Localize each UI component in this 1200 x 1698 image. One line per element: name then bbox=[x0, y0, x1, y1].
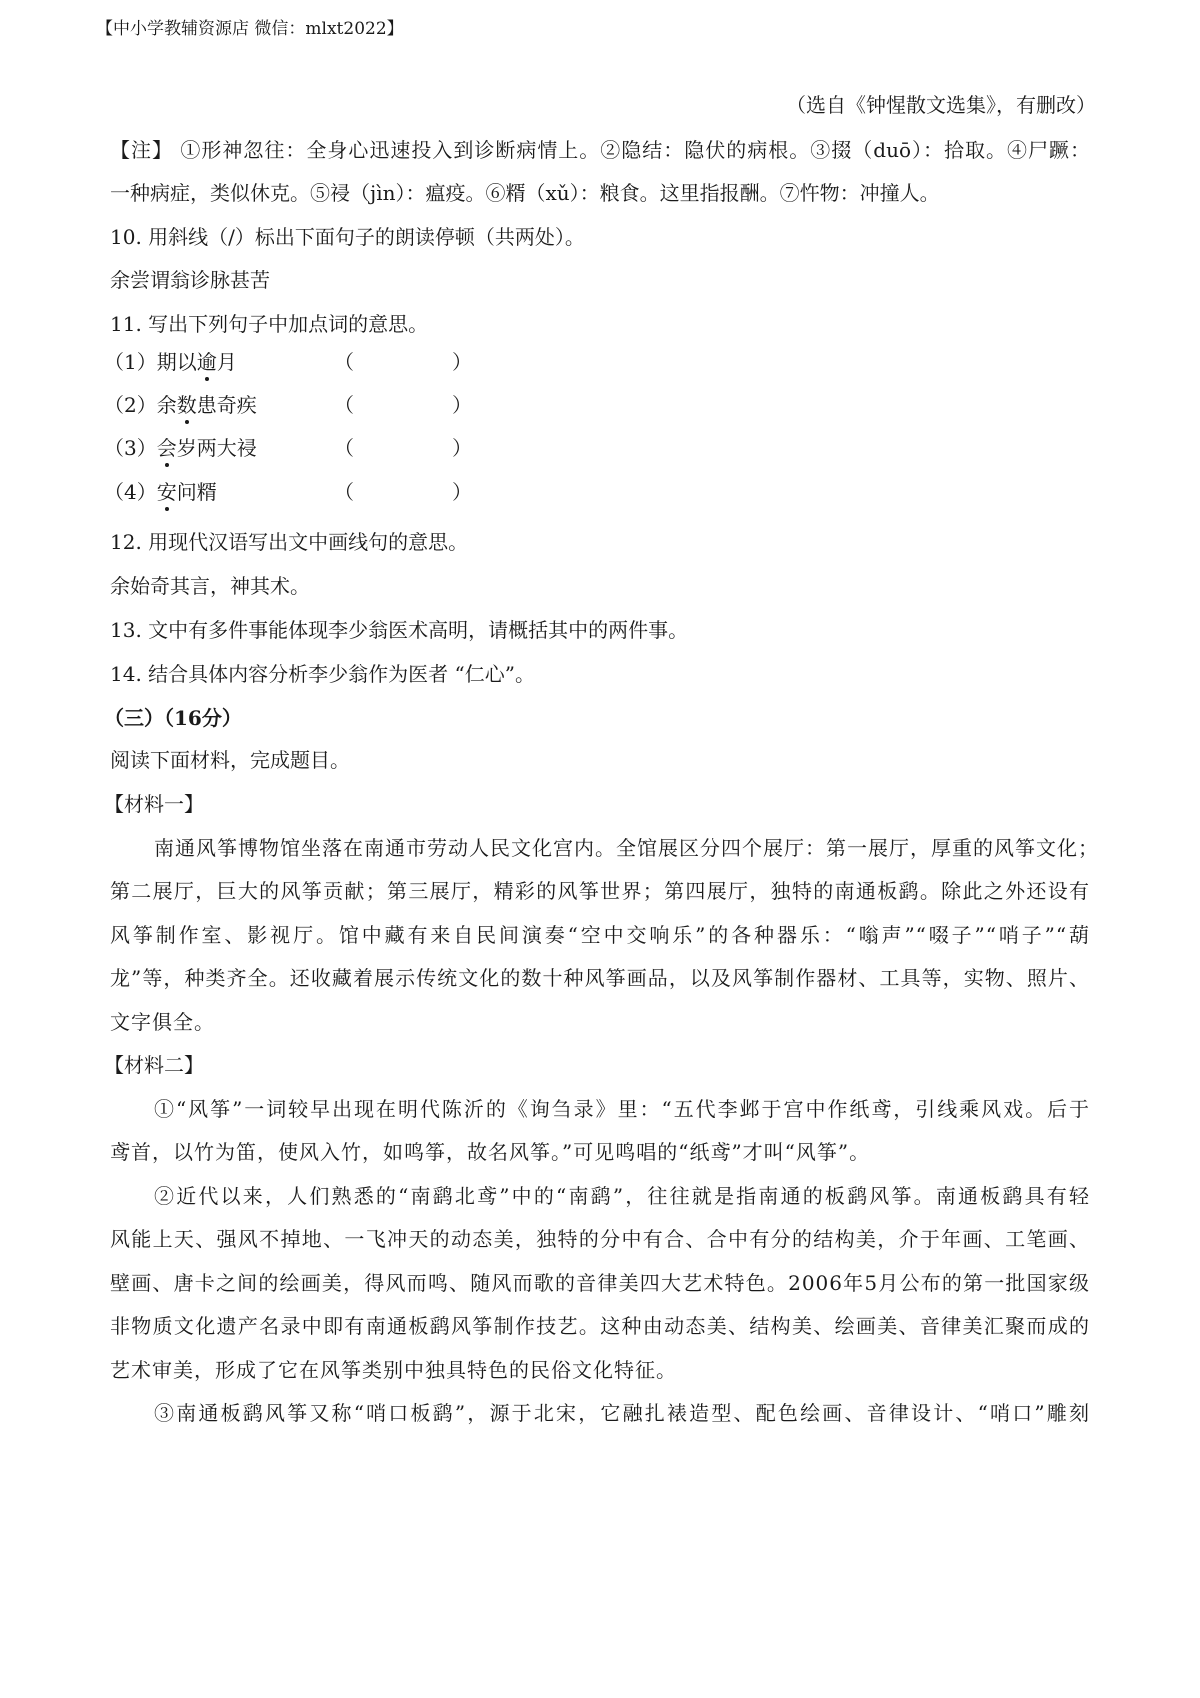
dotted-word: 会 bbox=[157, 433, 177, 463]
material-2-line: 鸢首，以竹为笛，使风入竹，如鸣筝，故名风筝。”可见鸣唱的“纸鸢”才叫“风筝”。 bbox=[110, 1140, 871, 1164]
q11-item-num: （1） bbox=[104, 350, 157, 374]
answer-blank-close: ） bbox=[452, 480, 472, 504]
material-2-line: 艺术审美，形成了它在风筝类别中独具特色的民俗文化特征。 bbox=[110, 1358, 677, 1382]
dotted-word: 安 bbox=[157, 477, 177, 507]
material-2-line: ③南通板鹞风筝又称“哨口板鹞”，源于北宋，它融扎裱造型、配色绘画、音律设计、“哨口”雕刻 bbox=[154, 1401, 1090, 1425]
answer-blank-close: ） bbox=[452, 436, 472, 460]
page-header: 【中小学教辅资源店 微信：mlxt2022】 bbox=[96, 19, 404, 39]
section-3-title: （三）（16分） bbox=[104, 706, 242, 730]
question-12: 12. 用现代汉语写出文中画线句的意思。 bbox=[110, 530, 469, 554]
material-1-line: 南通风筝博物馆坐落在南通市劳动人民文化宫内。全馆展区分四个展厅：第一展厅，厚重的风筝文化； bbox=[154, 836, 1099, 860]
note-line-1: 【注】 ①形神忽往：全身心迅速投入到诊断病情上。②隐结：隐伏的病根。③掇（duō）：拾取。④尸蹶： bbox=[110, 138, 1090, 162]
section-3-instruction: 阅读下面材料，完成题目。 bbox=[110, 748, 350, 772]
question-11: 11. 写出下列句子中加点词的意思。 bbox=[110, 312, 429, 336]
material-1-label: 【材料一】 bbox=[104, 792, 204, 816]
answer-blank-open: （ bbox=[334, 393, 354, 417]
question-10: 10. 用斜线（/）标出下面句子的朗读停顿（共两处）。 bbox=[110, 225, 585, 249]
material-2-line: 非物质文化遗产名录中即有南通板鹞风筝制作技艺。这种由动态美、结构美、绘画美、音律美汇聚而成的 bbox=[110, 1314, 1090, 1338]
material-2-line: ②近代以来，人们熟悉的“南鹞北鸢”中的“南鹞”，往往就是指南通的板鹞风筝。南通板鹞具有轻 bbox=[154, 1184, 1090, 1208]
dotted-word: 逾 bbox=[197, 347, 217, 377]
answer-blank-open: （ bbox=[334, 480, 354, 504]
material-1-line: 文字俱全。 bbox=[110, 1010, 215, 1034]
question-13: 13. 文中有多件事能体现李少翁医术高明，请概括其中的两件事。 bbox=[110, 618, 689, 642]
material-2-label: 【材料二】 bbox=[104, 1053, 204, 1077]
material-2-line: 风能上天、强风不掉地、一飞冲天的动态美，独特的分中有合、合中有分的结构美，介于年画、工笔画、 bbox=[110, 1227, 1090, 1251]
source-citation: （选自《钟惺散文选集》，有删改） bbox=[786, 93, 1096, 117]
question-14: 14. 结合具体内容分析李少翁作为医者 “仁心”。 bbox=[110, 662, 535, 686]
q11-item-4: （4）安问糈 bbox=[104, 477, 1090, 507]
answer-blank-close: ） bbox=[452, 393, 472, 417]
q11-item-1: （1）期以逾月 bbox=[104, 347, 1090, 377]
question-10-sentence: 余尝谓翁诊脉甚苦 bbox=[110, 268, 270, 292]
q11-item-num: （3） bbox=[104, 436, 157, 460]
answer-blank-open: （ bbox=[334, 350, 354, 374]
material-2-line: ①“风筝”一词较早出现在明代陈沂的《询刍录》里：“五代李邺于宫中作纸鸢，引线乘风戏。后于 bbox=[154, 1097, 1090, 1121]
material-1-line: 第二展厅，巨大的风筝贡献；第三展厅，精彩的风筝世界；第四展厅，独特的南通板鹞。除此之外还设有 bbox=[110, 879, 1090, 903]
note-line-2: 一种病症，类似休克。⑤祲（jìn）：瘟疫。⑥糈（xǔ）：粮食。这里指报酬。⑦忤物：冲撞人。 bbox=[110, 181, 940, 205]
material-1-line: 龙”等，种类齐全。还收藏着展示传统文化的数十种风筝画品，以及风筝制作器材、工具等，实物、照片、 bbox=[110, 966, 1090, 990]
q11-item-2: （2）余数患奇疾 bbox=[104, 390, 1090, 420]
material-1-line: 风筝制作室、影视厅。馆中藏有来自民间演奏“空中交响乐”的各种器乐：“嗡声”“啜子”“哨子”“葫 bbox=[110, 923, 1090, 947]
q11-item-num: （2） bbox=[104, 393, 157, 417]
dotted-word: 数 bbox=[177, 390, 197, 420]
q11-item-num: （4） bbox=[104, 480, 157, 504]
question-12-sentence: 余始奇其言，神其术。 bbox=[110, 574, 310, 598]
answer-blank-close: ） bbox=[452, 350, 472, 374]
material-2-line: 壁画、唐卡之间的绘画美，得风而鸣、随风而歌的音律美四大艺术特色。2006年5月公布的第一批国家级 bbox=[110, 1271, 1090, 1295]
answer-blank-open: （ bbox=[334, 436, 354, 460]
q11-item-3: （3）会岁两大祲 bbox=[104, 433, 1090, 463]
